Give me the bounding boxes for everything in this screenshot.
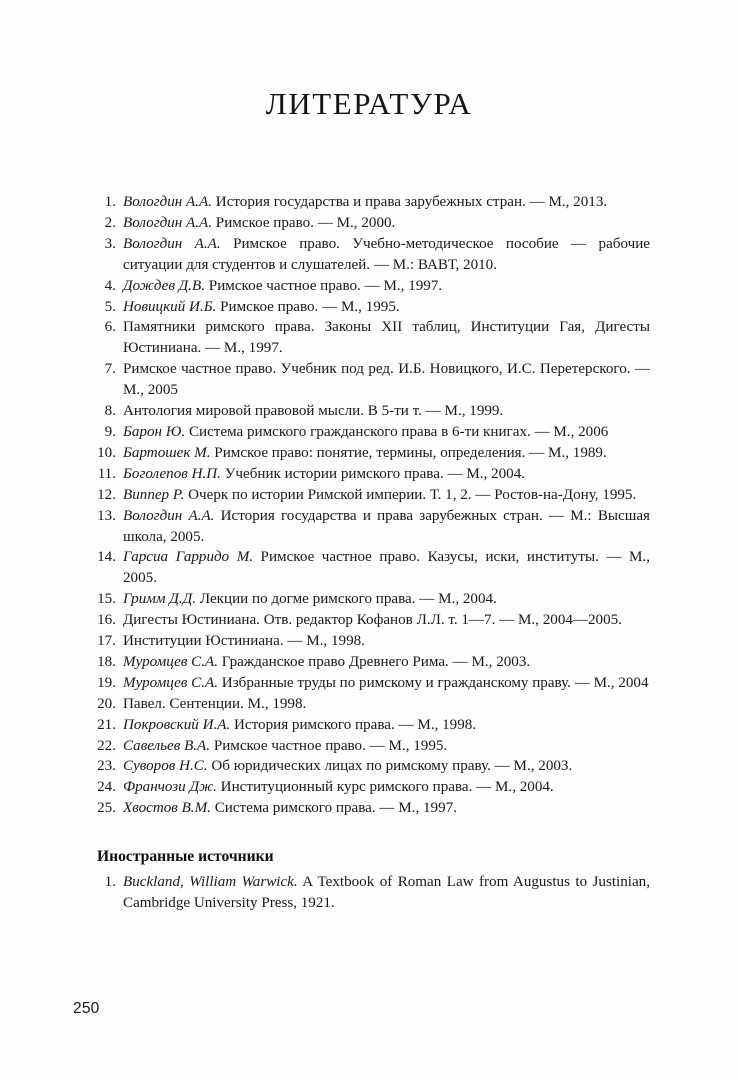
bibliography-item-number: 6. xyxy=(104,319,116,336)
bibliography-item-text: Памятники римского права. Законы XII таблиц, Институции Гая, Дигесты Юстиниана. — М., 1997. xyxy=(123,319,650,357)
bibliography-item xyxy=(88,547,650,589)
bibliography-item xyxy=(88,777,650,798)
bibliography-item-author: Вологдин А.А. xyxy=(123,194,213,210)
bibliography-item xyxy=(88,276,650,297)
bibliography-item-text: Антология мировой правовой мысли. В 5-ти т. — М., 1999. xyxy=(123,403,504,420)
bibliography-item-author: Дождев Д.В. xyxy=(123,277,206,294)
bibliography-item-number: 3. xyxy=(104,235,116,252)
bibliography-item-number: 11. xyxy=(97,465,116,482)
page-number: 250 xyxy=(73,1000,100,1017)
bibliography-item-author: Вологдин А.А. xyxy=(123,235,221,252)
bibliography-list xyxy=(88,192,650,819)
bibliography-item-number: 7. xyxy=(104,361,116,378)
bibliography-item-author: Савельев В.А. xyxy=(123,737,211,754)
bibliography-item-text: Виппер Р. Очерк по истории Римской империи. Т. 1, 2. — Ростов-на-Дону, 1995. xyxy=(123,486,637,503)
bibliography-item-number: 12. xyxy=(97,486,116,503)
bibliography-item-number: 14. xyxy=(97,549,116,566)
bibliography-item-text: Вологдин А.А. Римское право. Учебно-методическое пособие — рабочие ситуации для студентов и слушателей. — М.: ВАВТ, 2010. xyxy=(123,235,650,273)
bibliography-item-text: Римское частное право. Учебник под ред. И.Б. Новицкого, И.С. Перетерского. — М., 2005 xyxy=(123,361,650,399)
bibliography-item-text: Муромцев С.А. Избранные труды по римскому и гражданскому праву. — М., 2004 xyxy=(123,674,649,691)
bibliography-item-number: 15. xyxy=(97,591,116,608)
bibliography-item-text: Павел. Сентенции. М., 1998. xyxy=(123,695,307,712)
bibliography-item-text: Вологдин А.А. Римское право. — М., 2000. xyxy=(123,214,396,231)
bibliography-item-author: Муромцев С.А. xyxy=(123,674,219,691)
foreign-sources-list xyxy=(88,872,650,914)
bibliography-item-author: Вологдин А.А. xyxy=(123,507,215,524)
bibliography-item-author: Барон Ю. xyxy=(123,423,186,440)
bibliography-item-number: 19. xyxy=(97,674,116,691)
bibliography-item-author: Виппер Р. xyxy=(123,486,185,503)
bibliography-item-author: Бартошек М. xyxy=(123,444,211,461)
bibliography-item-number: 16. xyxy=(97,612,116,629)
bibliography-item-number: 21. xyxy=(97,716,116,733)
bibliography-item-number: 2. xyxy=(104,214,116,231)
bibliography-item-number: 13. xyxy=(97,507,116,524)
bibliography-item xyxy=(88,652,650,673)
bibliography-item-number: 4. xyxy=(104,277,116,294)
bibliography-item xyxy=(88,631,650,652)
bibliography-item-number: 8. xyxy=(104,403,116,420)
bibliography-item xyxy=(88,798,650,819)
bibliography-item-number: 20. xyxy=(97,695,116,712)
bibliography-item-number: 5. xyxy=(104,298,116,315)
foreign-source-item-number: 1. xyxy=(104,874,116,890)
bibliography-item-text: Покровский И.А. История римского права. — М., 1998. xyxy=(123,716,477,733)
bibliography-item-text: Савельев В.А. Римское частное право. — М., 1995. xyxy=(123,737,448,754)
bibliography-item-author: Боголепов Н.П. xyxy=(123,465,221,482)
bibliography-item-author: Хвостов В.М. xyxy=(123,800,211,817)
bibliography-item-number: 1. xyxy=(104,194,116,210)
bibliography-item-author: Покровский И.А. xyxy=(123,716,231,733)
bibliography-item-number: 23. xyxy=(97,758,116,775)
foreign-source-item-author: Buckland, William Warwick. xyxy=(123,874,298,890)
bibliography-item xyxy=(88,736,650,757)
bibliography-item xyxy=(88,485,650,506)
bibliography-item-text: Суворов Н.С. Об юридических лицах по римскому праву. — М., 2003. xyxy=(123,758,573,775)
bibliography-item xyxy=(88,192,650,213)
bibliography-item xyxy=(88,422,650,443)
bibliography-item-text: Франчози Дж. Институционный курс римского права. — М., 2004. xyxy=(123,779,554,796)
bibliography-item xyxy=(88,589,650,610)
bibliography-item-text: Гарсиа Гарридо М. Римское частное право. Казусы, иски, институты. — М., 2005. xyxy=(123,549,650,587)
bibliography-item xyxy=(88,317,650,359)
bibliography-item-author: Гримм Д.Д. xyxy=(123,591,197,608)
bibliography-item xyxy=(88,715,650,736)
bibliography-item xyxy=(88,673,650,694)
bibliography-item-author: Муромцев С.А. xyxy=(123,653,219,670)
bibliography-item xyxy=(88,443,650,464)
bibliography-item-text: Вологдин А.А. История государства и права зарубежных стран. — М., 2013. xyxy=(123,194,608,210)
bibliography-item xyxy=(88,464,650,485)
bibliography-item-text: Бартошек М. Римское право: понятие, термины, определения. — М., 1989. xyxy=(123,444,607,461)
bibliography-item-number: 9. xyxy=(104,423,116,440)
bibliography-item-text: Боголепов Н.П. Учебник истории римского права. — М., 2004. xyxy=(123,465,526,482)
bibliography-item xyxy=(88,506,650,548)
bibliography-item xyxy=(88,297,650,318)
bibliography-item-number: 17. xyxy=(97,633,116,650)
bibliography-item-number: 25. xyxy=(97,800,116,817)
bibliography-item-number: 24. xyxy=(97,779,116,796)
bibliography-item-author: Вологдин А.А. xyxy=(123,214,213,231)
bibliography-item-text: Дигесты Юстиниана. Отв. редактор Кофанов Л.Л. т. 1—7. — М., 2004—2005. xyxy=(123,612,622,629)
bibliography-item-number: 22. xyxy=(97,737,116,754)
bibliography-item-text: Барон Ю. Система римского гражданского права в 6-ти книгах. — М., 2006 xyxy=(123,423,609,440)
bibliography-item-number: 10. xyxy=(97,444,116,461)
bibliography-item-text: Новицкий И.Б. Римское право. — М., 1995. xyxy=(123,298,400,315)
bibliography-item xyxy=(88,234,650,276)
bibliography-item xyxy=(88,213,650,234)
bibliography-item xyxy=(88,756,650,777)
bibliography-item-author: Новицкий И.Б. xyxy=(123,298,217,315)
bibliography-item-text: Муромцев С.А. Гражданское право Древнего Рима. — М., 2003. xyxy=(123,653,531,670)
bibliography-item-author: Гарсиа Гарридо М. xyxy=(123,549,254,566)
page-title: ЛИТЕРАТУРА xyxy=(265,86,473,121)
bibliography-item-author: Франчози Дж. xyxy=(123,779,217,796)
bibliography-item xyxy=(88,401,650,422)
bibliography-item-text: Вологдин А.А. История государства и права зарубежных стран. — М.: Высшая школа, 2005. xyxy=(123,507,650,545)
bibliography-item-text: Дождев Д.В. Римское частное право. — М., 1997. xyxy=(123,277,443,294)
bibliography-item-author: Суворов Н.С. xyxy=(123,758,208,775)
bibliography-item xyxy=(88,694,650,715)
bibliography-item xyxy=(88,359,650,401)
foreign-sources-heading: Иностранные источники xyxy=(97,848,274,865)
bibliography-item-text: Гримм Д.Д. Лекции по догме римского права. — М., 2004. xyxy=(123,591,497,608)
bibliography-item-number: 18. xyxy=(97,653,116,670)
bibliography-item-text: Хвостов В.М. Система римского права. — М., 1997. xyxy=(123,800,457,817)
bibliography-item xyxy=(88,610,650,631)
foreign-source-item-text: Buckland, William Warwick. A Textbook of Roman Law from Augustus to Justinian, Cambridge University Press, 1921. xyxy=(123,874,650,911)
bibliography-item-text: Институции Юстиниана. — М., 1998. xyxy=(123,633,365,650)
foreign-source-item xyxy=(88,872,650,914)
